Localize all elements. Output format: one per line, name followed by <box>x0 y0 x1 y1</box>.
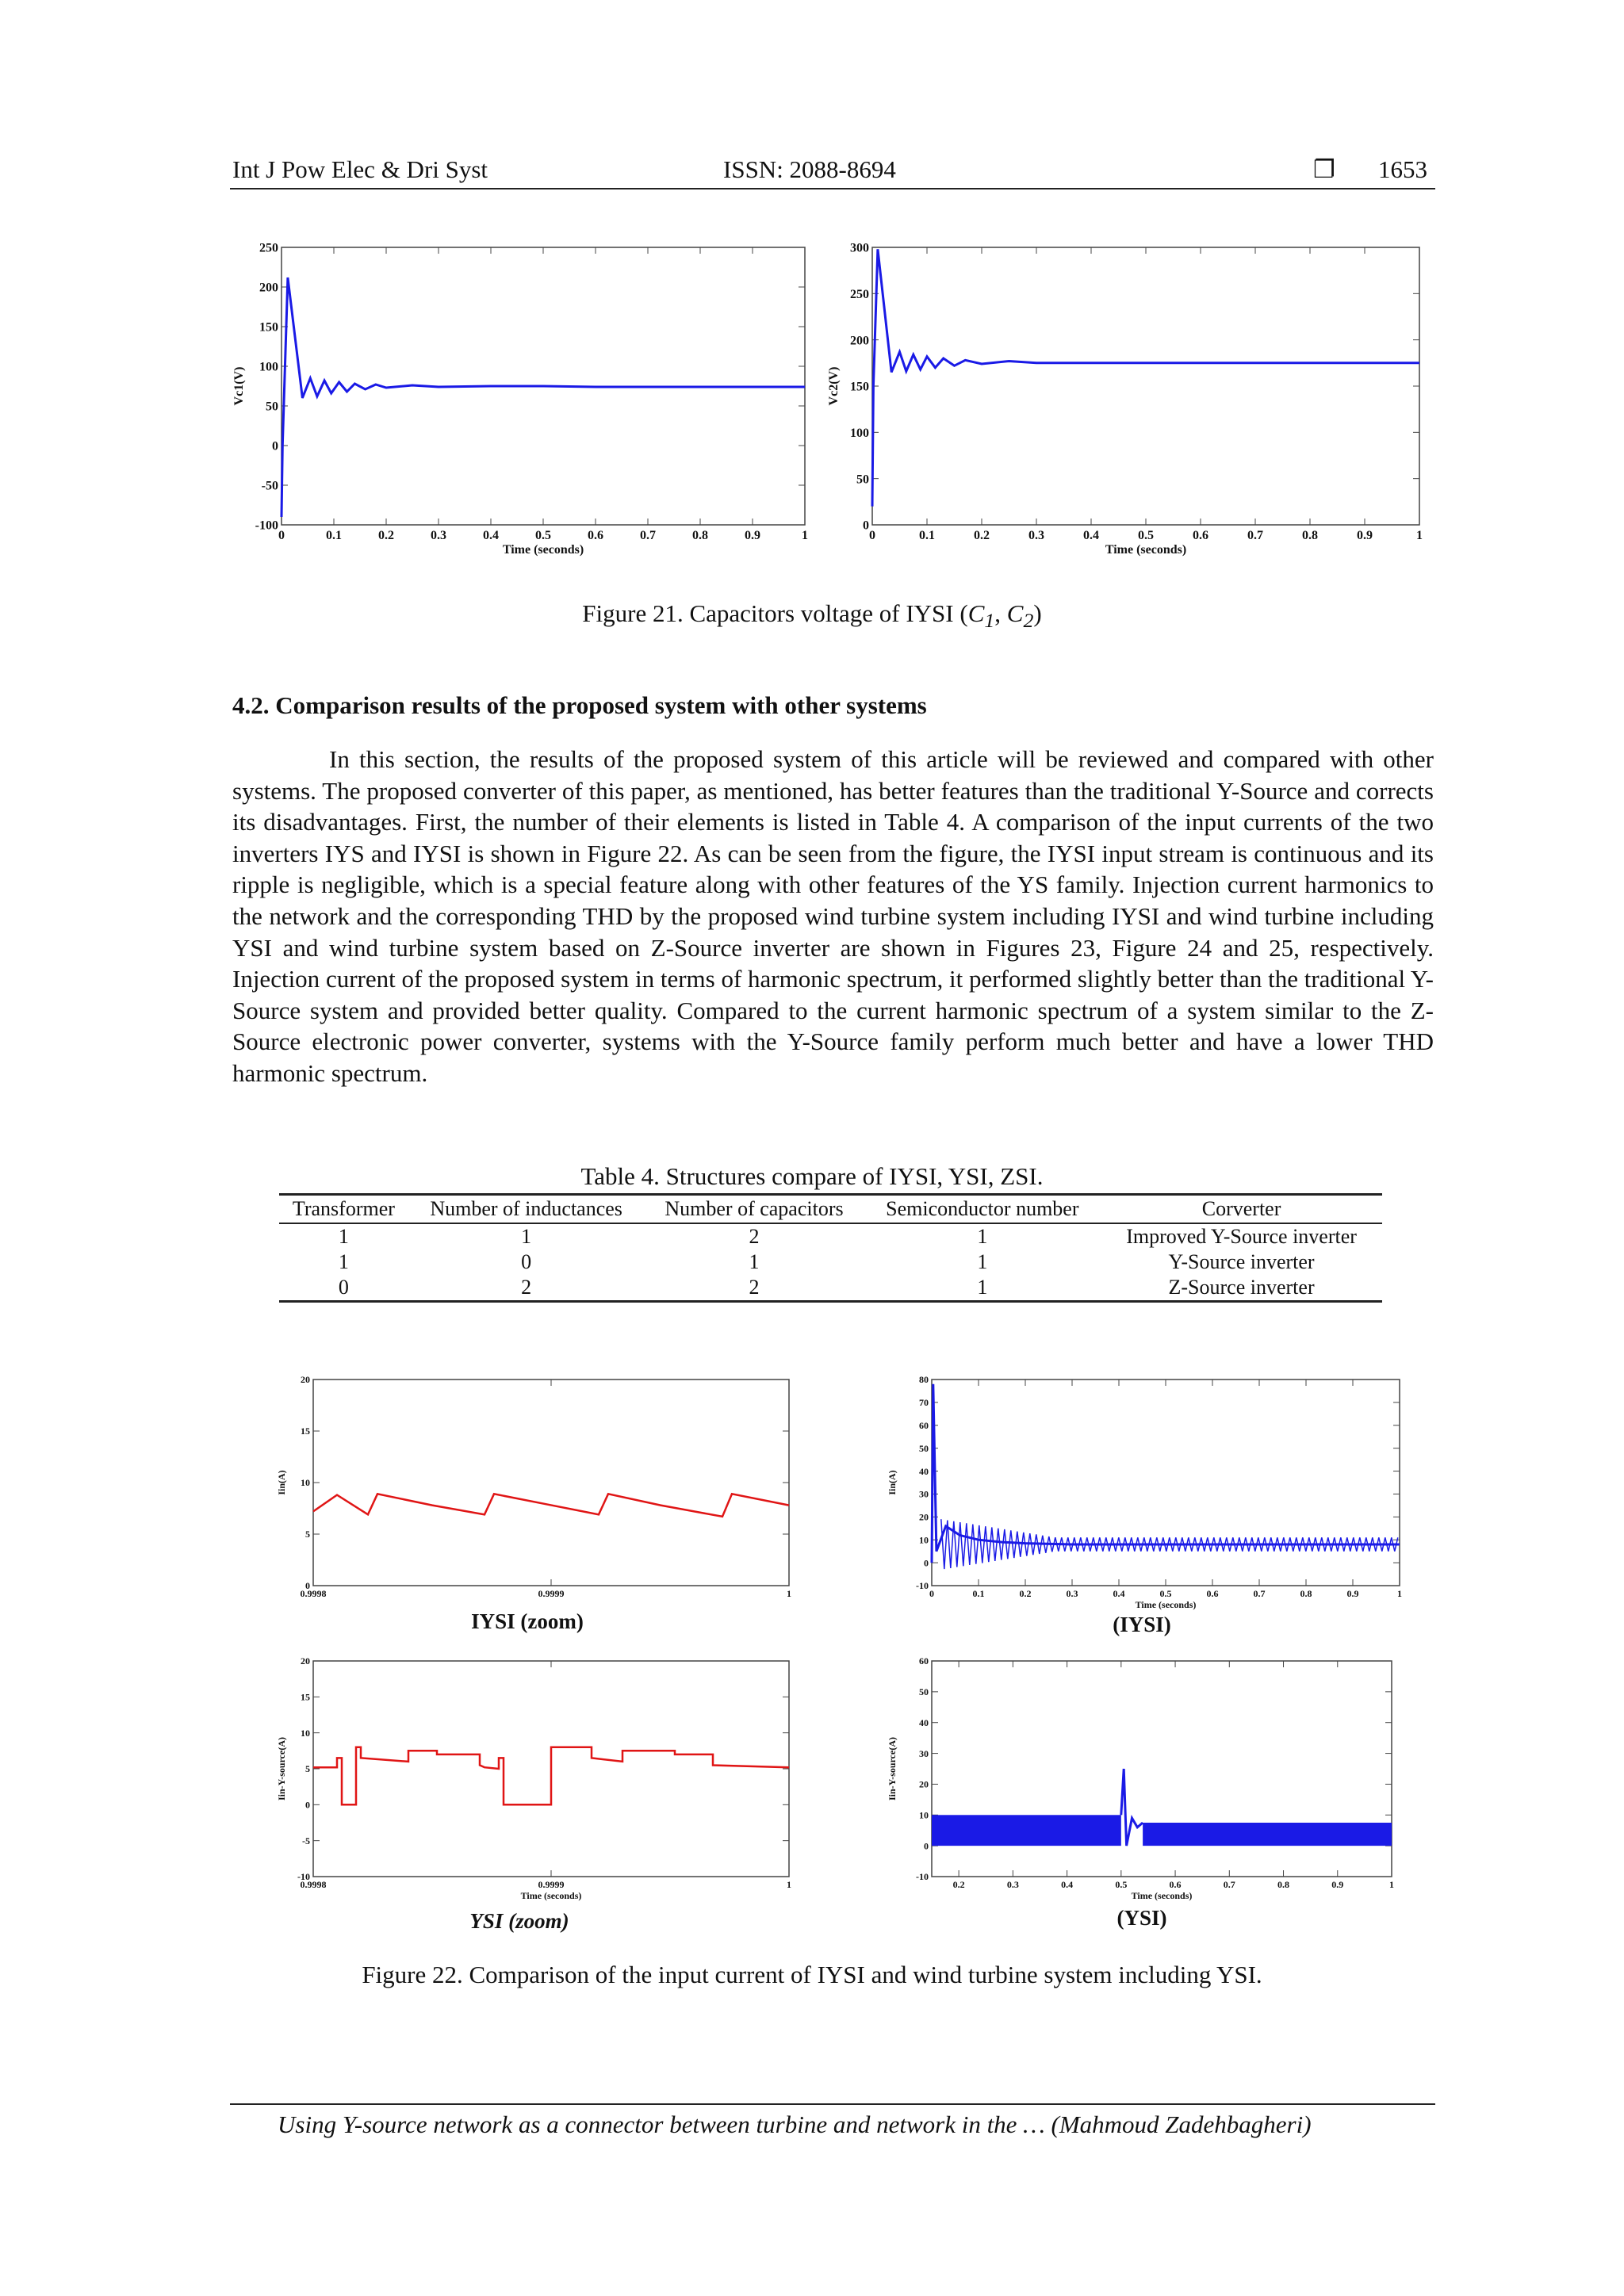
table-header-row <box>279 1195 1382 1224</box>
table-cell: Z-Source inverter <box>1101 1275 1382 1302</box>
table-row <box>279 1223 1382 1249</box>
chart-iin-ysi-zoom <box>274 1653 805 1907</box>
x-tick-label: 0.8 <box>1302 529 1318 542</box>
table-cell: 1 <box>977 1250 988 1273</box>
y-tick-label: 100 <box>850 426 869 440</box>
y-tick-label: 20 <box>301 1655 310 1667</box>
journal-name: Int J Pow Elec & Dri Syst <box>232 155 488 183</box>
y-tick-label: 5 <box>305 1763 310 1775</box>
x-tick-label: 0.1 <box>326 529 342 542</box>
y-tick-label: -5 <box>302 1835 310 1846</box>
y-tick-label: 80 <box>919 1374 929 1386</box>
x-tick-label: 0.6 <box>1169 1879 1182 1890</box>
x-tick-label: 0.4 <box>483 529 499 542</box>
y-tick-label: 0 <box>924 1557 929 1569</box>
x-tick-label: 0.5 <box>535 529 551 542</box>
y-tick-label: 50 <box>919 1442 929 1454</box>
x-tick-label: 0.2 <box>378 529 394 542</box>
x-tick-label: 0.9 <box>1357 529 1373 542</box>
x-tick-label: 0.9998 <box>300 1879 327 1890</box>
x-tick-label: 0.5 <box>1138 529 1154 542</box>
y-tick-label: 150 <box>259 320 278 335</box>
x-tick-label: 0.2 <box>952 1879 965 1890</box>
plot-frame <box>313 1380 789 1586</box>
table4 <box>279 1193 1382 1303</box>
table-cell: 0 <box>279 1275 408 1302</box>
table-header: Transformer <box>279 1195 408 1224</box>
y-tick-label: 0 <box>305 1580 310 1592</box>
y-tick-label: 0 <box>305 1799 310 1811</box>
x-tick-label: 0.3 <box>1066 1588 1078 1599</box>
y-tick-label: 70 <box>919 1397 929 1409</box>
y-tick-label: 5 <box>305 1529 310 1540</box>
x-axis-label: Time (seconds) <box>1135 1599 1197 1610</box>
x-axis-label: Time (seconds) <box>1131 1890 1193 1901</box>
y-tick-label: 150 <box>850 380 869 394</box>
x-tick-label: 0 <box>929 1588 934 1599</box>
table-cell: 1 <box>977 1225 988 1248</box>
figure21-caption <box>0 599 1624 633</box>
table-cell: 1 <box>338 1225 349 1248</box>
table-cell: 1 <box>521 1225 532 1248</box>
y-tick-label: 50 <box>919 1686 929 1698</box>
y-tick-label: 200 <box>259 281 278 295</box>
y-tick-label: 250 <box>850 287 869 301</box>
y-tick-label: 10 <box>919 1534 929 1546</box>
x-tick-label: 0.3 <box>431 529 446 542</box>
y-tick-label: 15 <box>301 1425 310 1437</box>
footer-text: Using Y-source network as a connector between turbine and network in the … (Mahmoud Zadehbagheri) <box>278 2110 1312 2138</box>
series-band-after <box>1143 1823 1392 1846</box>
y-tick-label: -100 <box>255 519 278 533</box>
x-tick-label: 0.9999 <box>538 1588 565 1599</box>
x-tick-label: 0.8 <box>1277 1879 1290 1890</box>
y-tick-label: 50 <box>266 400 278 414</box>
x-tick-label: 0.5 <box>1115 1879 1128 1890</box>
x-tick-label: 1 <box>787 1588 791 1599</box>
y-tick-label: 10 <box>919 1809 929 1821</box>
x-axis-label: Time (seconds) <box>1105 543 1187 557</box>
table-cell: Improved Y-Source inverter <box>1126 1225 1357 1248</box>
plot-title-ysi: (YSI) <box>1116 1906 1167 1930</box>
y-tick-label: 200 <box>850 334 869 348</box>
x-axis-label: Time (seconds) <box>502 543 584 557</box>
x-tick-label: 0.9 <box>1346 1588 1359 1599</box>
y-tick-label: 10 <box>301 1477 310 1489</box>
y-tick-label: -10 <box>916 1871 929 1883</box>
x-tick-label: 0.1 <box>919 529 935 542</box>
x-tick-label: 0.8 <box>1300 1588 1312 1599</box>
table-row <box>279 1275 1382 1302</box>
table-cell: 1 <box>864 1275 1101 1302</box>
x-tick-label: 0.6 <box>1193 529 1208 542</box>
y-tick-label: 20 <box>301 1374 310 1386</box>
section-paragraph: In this section, the results of the proposed system of this article will be reviewed and compared with other systems. The proposed converter of this paper, as mentioned, has better features than the traditional Y-Source and corrects its disadvantages. First, the number of their elements is listed in Table 4. A comparison of the input currents of the two inverters IYS and IYSI is shown in Figure 22. As can be seen from the figure, the IYSI input stream is continuous and its ripple is negligible, which is a special feature along with other features of the YS family. Injection current harmonics to the network and the corresponding THD by the proposed wind turbine system including IYSI and wind turbine including YSI and wind turbine system based on Z-Source inverter are shown in Figures 23, Figure 24 and 25, respectively. Injection current of the proposed system in terms of harmonic spectrum, it performed slightly better than the traditional Y-Source system and provided better quality. Compared to the current harmonic spectrum of a system similar to the Z-Source electronic power converter, systems with the Y-Source family perform much better and have a lower THD harmonic spectrum. <box>232 745 1434 1087</box>
page-symbol: ❐ <box>1313 155 1335 183</box>
y-tick-label: 40 <box>919 1465 929 1477</box>
x-tick-label: 0.3 <box>1006 1879 1019 1890</box>
x-tick-label: 1 <box>1416 529 1423 542</box>
x-tick-label: 0.9998 <box>300 1588 327 1599</box>
y-tick-label: 50 <box>856 473 869 487</box>
y-tick-label: 10 <box>301 1727 310 1739</box>
y-tick-label: 250 <box>259 241 278 255</box>
x-tick-label: 0.3 <box>1028 529 1044 542</box>
y-axis-label: Iin(A) <box>276 1470 287 1495</box>
y-axis-label: Iin(A) <box>887 1470 898 1495</box>
y-tick-label: 30 <box>919 1488 929 1500</box>
y-tick-label: 100 <box>259 360 278 374</box>
y-tick-label: -50 <box>261 479 278 493</box>
table-cell: 1 <box>749 1250 760 1273</box>
x-tick-label: 0.9999 <box>538 1879 565 1890</box>
x-tick-label: 0.7 <box>1223 1879 1235 1890</box>
y-tick-label: -10 <box>916 1580 929 1592</box>
y-axis-label: Iin-Y-source(A) <box>276 1737 287 1800</box>
x-tick-label: 0 <box>869 529 875 542</box>
table-header: Semiconductor number <box>864 1195 1101 1224</box>
x-tick-label: 0.6 <box>588 529 603 542</box>
x-tick-label: 1 <box>802 529 808 542</box>
y-tick-label: 20 <box>919 1511 929 1523</box>
table-header: Number of inductances <box>408 1195 645 1224</box>
header-rule <box>230 188 1435 189</box>
y-tick-label: 0 <box>272 439 278 453</box>
series-band-before <box>932 1815 1121 1846</box>
table-cell: 2 <box>644 1275 864 1302</box>
chart-iin-ysi <box>884 1653 1408 1907</box>
table4-caption: Table 4. Structures compare of IYSI, YSI, ZSI. <box>580 1162 1044 1190</box>
x-tick-label: 0.2 <box>974 529 990 542</box>
y-tick-label: 30 <box>919 1747 929 1759</box>
section-body <box>232 744 1434 1089</box>
x-tick-label: 0.7 <box>640 529 656 542</box>
x-tick-label: 0.4 <box>1113 1588 1125 1599</box>
y-tick-label: 15 <box>301 1691 310 1703</box>
table-header: Corverter <box>1101 1195 1382 1224</box>
y-tick-label: 0 <box>863 519 869 533</box>
x-tick-label: 0.5 <box>1159 1588 1172 1599</box>
y-tick-label: 60 <box>919 1655 929 1667</box>
y-axis-label: Vc1(V) <box>232 366 246 406</box>
y-axis-label: Vc2(V) <box>827 366 841 406</box>
y-tick-label: -10 <box>297 1871 310 1883</box>
table-cell: 0 <box>521 1250 532 1273</box>
table-header: Number of capacitors <box>644 1195 864 1224</box>
chart-vc1 <box>230 238 817 571</box>
x-tick-label: 1 <box>1397 1588 1402 1599</box>
chart-iin-iysi <box>884 1368 1408 1613</box>
plot-title-iysi: (IYSI) <box>1113 1613 1171 1636</box>
x-tick-label: 1 <box>787 1879 791 1890</box>
x-tick-label: 0.7 <box>1253 1588 1266 1599</box>
section-heading: 4.2. Comparison results of the proposed system with other systems <box>232 691 927 719</box>
x-tick-label: 0.6 <box>1206 1588 1219 1599</box>
y-tick-label: 60 <box>919 1419 929 1431</box>
y-tick-label: 40 <box>919 1716 929 1728</box>
x-tick-label: 0.7 <box>1247 529 1263 542</box>
table-cell: 2 <box>749 1225 760 1248</box>
x-tick-label: 0.8 <box>692 529 708 542</box>
x-tick-label: 0.1 <box>972 1588 985 1599</box>
table-row <box>279 1249 1382 1275</box>
y-tick-label: 300 <box>850 241 869 255</box>
x-tick-label: 0.4 <box>1061 1879 1074 1890</box>
plot-frame <box>872 247 1419 525</box>
table-cell: 2 <box>408 1275 645 1302</box>
figure22-caption: Figure 22. Comparison of the input current of IYSI and wind turbine system including YSI. <box>362 1961 1262 1988</box>
x-tick-label: 0.9 <box>745 529 760 542</box>
chart-vc2 <box>825 238 1427 571</box>
x-axis-label: Time (seconds) <box>520 1890 582 1901</box>
plot-title-iysi-zoom: IYSI (zoom) <box>471 1609 584 1633</box>
table-cell: Y-Source inverter <box>1168 1250 1315 1273</box>
plot-title-ysi-zoom: YSI (zoom) <box>469 1909 569 1933</box>
table-cell: 1 <box>338 1250 349 1273</box>
x-tick-label: 1 <box>1389 1879 1394 1890</box>
footer-rule <box>230 2103 1435 2105</box>
page-number: 1653 <box>1378 155 1427 183</box>
y-axis-label: Iin-Y-source(A) <box>887 1737 898 1800</box>
x-tick-label: 0.2 <box>1019 1588 1032 1599</box>
issn: ISSN: 2088-8694 <box>723 155 896 183</box>
x-tick-label: 0.4 <box>1083 529 1099 542</box>
chart-iin-iysi-zoom <box>274 1368 805 1613</box>
x-tick-label: 0 <box>278 529 285 542</box>
y-tick-label: 20 <box>919 1778 929 1790</box>
y-tick-label: 0 <box>924 1840 929 1852</box>
x-tick-label: 0.9 <box>1331 1879 1344 1890</box>
figure21-caption-text: Figure 21. Capacitors voltage of IYSI ($C_1$, $C_2$) <box>582 599 1042 633</box>
